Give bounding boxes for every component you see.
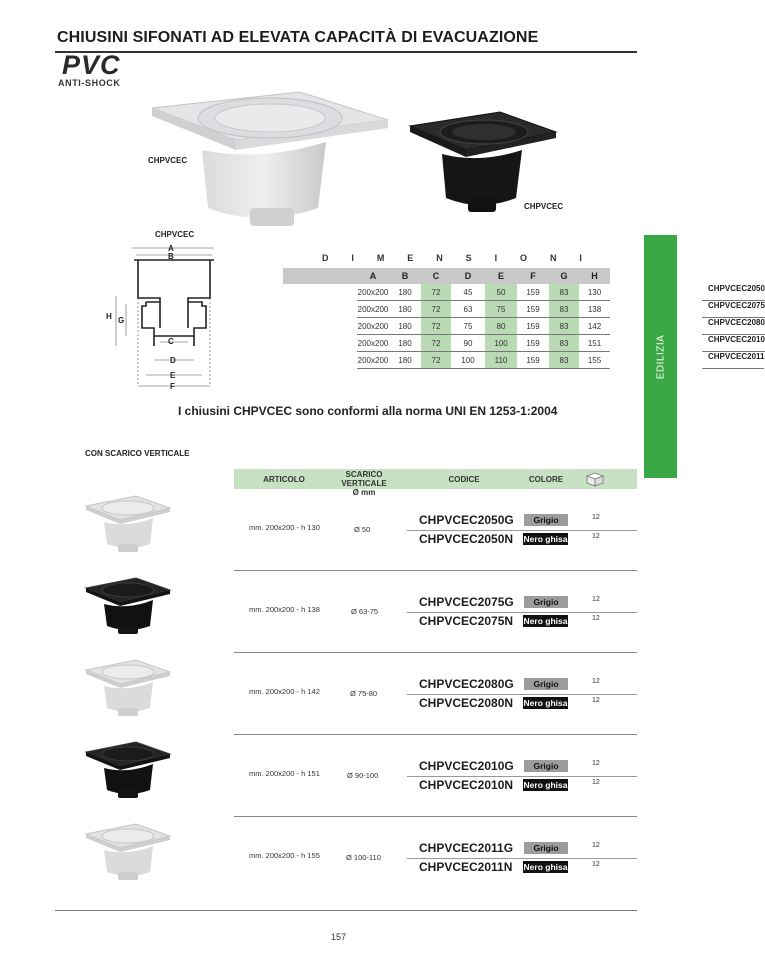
row-divider — [234, 816, 637, 817]
dimensions-value-cell: 180 — [389, 284, 421, 301]
dimensions-code-cell: CHPVCEC2010 — [702, 335, 765, 352]
dimensions-header-blank — [283, 268, 357, 284]
dim-label-f: F — [170, 382, 175, 391]
dimensions-value-cell: 100 — [485, 335, 517, 352]
dimensions-value-cell: 200x200 — [357, 335, 389, 352]
dimensions-header-cell: C — [421, 268, 451, 284]
dimensions-value-cell: 80 — [485, 318, 517, 335]
color-badge-grigio: Grigio — [524, 842, 568, 854]
pack-quantity: 12 — [592, 779, 600, 786]
dimensions-header-row — [283, 268, 610, 284]
dimensions-value-cell: 130 — [579, 284, 610, 301]
header-colore: COLORE — [528, 475, 564, 484]
dimensions-value-cell: 159 — [517, 318, 549, 335]
scarico-cell: Ø 75-80 — [350, 689, 378, 698]
dim-label-b: B — [168, 252, 174, 261]
dimensions-row — [283, 301, 610, 318]
black-drain-photo — [408, 110, 558, 215]
header-articolo: ARTICOLO — [263, 475, 305, 484]
subrow-divider — [407, 530, 637, 531]
technical-drawing — [102, 240, 222, 392]
scarico-cell: Ø 100-110 — [346, 853, 381, 862]
conformity-note: I chiusini CHPVCEC sono conformi alla norma UNI EN 1253-1:2004 — [178, 404, 558, 418]
dimensions-header-cell: A — [357, 268, 389, 284]
dimensions-heading-letter: N — [549, 253, 557, 263]
dimensions-header-cell: E — [485, 268, 517, 284]
pack-quantity: 12 — [592, 514, 600, 521]
section-label: CON SCARICO VERTICALE — [85, 449, 190, 458]
color-badge-grigio: Grigio — [524, 514, 568, 526]
dimensions-value-cell: 159 — [517, 284, 549, 301]
color-badge-grigio: Grigio — [524, 678, 568, 690]
black-drain-thumbnail — [82, 738, 172, 800]
dimensions-value-cell: 72 — [421, 318, 451, 335]
dimensions-heading-letter: N — [436, 253, 443, 263]
color-badge-nero: Nero ghisa — [523, 780, 568, 790]
dimensions-value-cell: 75 — [485, 301, 517, 318]
dimensions-value-cell: 159 — [517, 335, 549, 352]
dim-label-e: E — [170, 371, 176, 380]
dimensions-value-cell: 155 — [579, 352, 610, 369]
dimensions-value-cell: 200x200 — [357, 352, 389, 369]
product-code-grey: CHPVCEC2011G — [419, 841, 514, 855]
product-code-black: CHPVCEC2050N — [419, 532, 514, 546]
articolo-cell: mm. 200x200 - h 130 — [249, 523, 320, 532]
dimensions-heading-letter: O — [520, 253, 528, 263]
articolo-cell: mm. 200x200 - h 142 — [249, 687, 320, 696]
row-divider — [234, 570, 637, 571]
header-codice: CODICE — [448, 475, 480, 484]
dimensions-row — [283, 352, 610, 369]
scarico-cell: Ø 90-100 — [347, 771, 379, 780]
dimensions-value-cell: 159 — [517, 352, 549, 369]
dimensions-heading-letter: M — [376, 253, 385, 263]
pack-quantity: 12 — [592, 760, 600, 767]
product-code-grey: CHPVCEC2010G — [419, 759, 514, 773]
grey-drain-thumbnail — [82, 492, 172, 554]
pack-quantity: 12 — [592, 678, 600, 685]
dimensions-header-cell: B — [389, 268, 421, 284]
dimensions-code-cell: CHPVCEC2075 — [702, 301, 765, 318]
subrow-divider — [407, 776, 637, 777]
grey-drain-thumbnail — [82, 820, 172, 882]
product-code-grey: CHPVCEC2050G — [419, 513, 514, 527]
subrow-divider — [407, 858, 637, 859]
dimensions-value-cell: 180 — [389, 301, 421, 318]
dimensions-value-cell: 50 — [485, 284, 517, 301]
dimensions-value-cell: 90 — [451, 335, 485, 352]
black-photo-label: CHPVCEC — [524, 202, 564, 211]
color-badge-nero: Nero ghisa — [523, 616, 568, 626]
pack-quantity: 12 — [592, 596, 600, 603]
header-scarico-line2: Ø mm — [352, 488, 376, 497]
dimensions-value-cell: 83 — [549, 352, 579, 369]
dimensions-value-cell: 45 — [451, 284, 485, 301]
color-badge-grigio: Grigio — [524, 760, 568, 772]
product-code-black: CHPVCEC2010N — [419, 778, 514, 792]
scarico-cell: Ø 63-75 — [351, 607, 379, 616]
product-code-black: CHPVCEC2011N — [419, 860, 513, 874]
dimensions-row — [283, 318, 610, 335]
dimensions-header-cell: H — [579, 268, 610, 284]
header-scarico-line1: SCARICO VERTICALE — [341, 470, 387, 488]
dimensions-value-cell: 72 — [421, 352, 451, 369]
subrow-divider — [407, 694, 637, 695]
dim-label-d: D — [170, 356, 176, 365]
dimensions-row — [283, 284, 610, 301]
pack-quantity: 12 — [592, 533, 600, 540]
dimensions-heading-letter: S — [465, 253, 472, 263]
dimensions-value-cell: 72 — [421, 301, 451, 318]
dimensions-value-cell: 83 — [549, 318, 579, 335]
dimensions-row — [283, 335, 610, 352]
grey-drain-thumbnail — [82, 656, 172, 718]
dimensions-value-cell: 63 — [451, 301, 485, 318]
dimensions-heading-letter: I — [351, 253, 354, 263]
dimensions-heading-letter: E — [407, 253, 414, 263]
dimensions-value-cell: 200x200 — [357, 284, 389, 301]
scarico-cell: Ø 50 — [354, 525, 371, 534]
color-badge-nero: Nero ghisa — [523, 534, 568, 544]
dimensions-value-cell: 75 — [451, 318, 485, 335]
dimensions-value-cell: 180 — [389, 335, 421, 352]
dim-label-g: G — [118, 316, 125, 325]
dimensions-code-cell: CHPVCEC2011 — [702, 352, 764, 369]
footer-divider — [55, 910, 637, 911]
drawing-title: CHPVCEC — [155, 230, 195, 239]
product-code-grey: CHPVCEC2080G — [419, 677, 514, 691]
box-icon — [585, 471, 605, 487]
dimensions-code-cell: CHPVCEC2050 — [702, 284, 765, 301]
header-scarico — [326, 470, 402, 497]
page-number: 157 — [331, 932, 347, 942]
dim-label-h: H — [106, 312, 112, 321]
dimensions-header-cell: D — [451, 268, 485, 284]
color-badge-nero: Nero ghisa — [523, 698, 568, 708]
product-code-grey: CHPVCEC2075G — [419, 595, 514, 609]
articolo-cell: mm. 200x200 - h 151 — [249, 769, 320, 778]
dimensions-value-cell: 138 — [579, 301, 610, 318]
dimensions-heading-letter: D — [322, 253, 329, 263]
pack-quantity: 12 — [592, 615, 600, 622]
dimensions-value-cell: 100 — [451, 352, 485, 369]
dimensions-value-cell: 200x200 — [357, 318, 389, 335]
section-tab-label: EDILIZIA — [655, 334, 666, 379]
dimensions-value-cell: 83 — [549, 301, 579, 318]
dimensions-heading — [322, 253, 582, 263]
articolo-cell: mm. 200x200 - h 138 — [249, 605, 320, 614]
dimensions-value-cell: 142 — [579, 318, 610, 335]
brand-subtitle: ANTI-SHOCK — [58, 78, 121, 88]
brand-logo: PVC — [62, 50, 121, 80]
dimensions-code-cell: CHPVCEC2080 — [702, 318, 765, 335]
row-divider — [234, 734, 637, 735]
section-tab-edilizia[interactable] — [644, 235, 677, 478]
dimensions-heading-letter: I — [494, 253, 498, 263]
dimensions-value-cell: 110 — [485, 352, 517, 369]
black-drain-thumbnail — [82, 574, 172, 636]
dimensions-value-cell: 72 — [421, 335, 451, 352]
pack-quantity: 12 — [592, 697, 600, 704]
dimensions-value-cell: 83 — [549, 284, 579, 301]
subrow-divider — [407, 612, 637, 613]
color-badge-nero: Nero ghisa — [523, 862, 568, 872]
product-code-black: CHPVCEC2080N — [419, 696, 514, 710]
dimensions-header-cell: G — [549, 268, 579, 284]
dim-label-c: C — [168, 337, 174, 346]
title-divider — [55, 51, 637, 53]
row-divider — [234, 652, 637, 653]
page-title: CHIUSINI SIFONATI AD ELEVATA CAPACITÀ DI EVACUAZIONE — [57, 29, 539, 46]
dimensions-header-cell: F — [517, 268, 549, 284]
product-table-header — [234, 469, 637, 497]
dimensions-value-cell: 159 — [517, 301, 549, 318]
dimensions-value-cell: 83 — [549, 335, 579, 352]
dimensions-value-cell: 200x200 — [357, 301, 389, 318]
articolo-cell: mm. 200x200 - h 155 — [249, 851, 320, 860]
pack-quantity: 12 — [592, 861, 600, 868]
dimensions-value-cell: 180 — [389, 318, 421, 335]
dim-label-a: A — [168, 244, 174, 253]
color-badge-grigio: Grigio — [524, 596, 568, 608]
dimensions-value-cell: 180 — [389, 352, 421, 369]
dimensions-value-cell: 151 — [579, 335, 610, 352]
grey-photo-label: CHPVCEC — [148, 156, 188, 165]
dimensions-value-cell: 72 — [421, 284, 451, 301]
product-code-black: CHPVCEC2075N — [419, 614, 514, 628]
dimensions-heading-letter: I — [579, 253, 582, 263]
pack-quantity: 12 — [592, 842, 600, 849]
